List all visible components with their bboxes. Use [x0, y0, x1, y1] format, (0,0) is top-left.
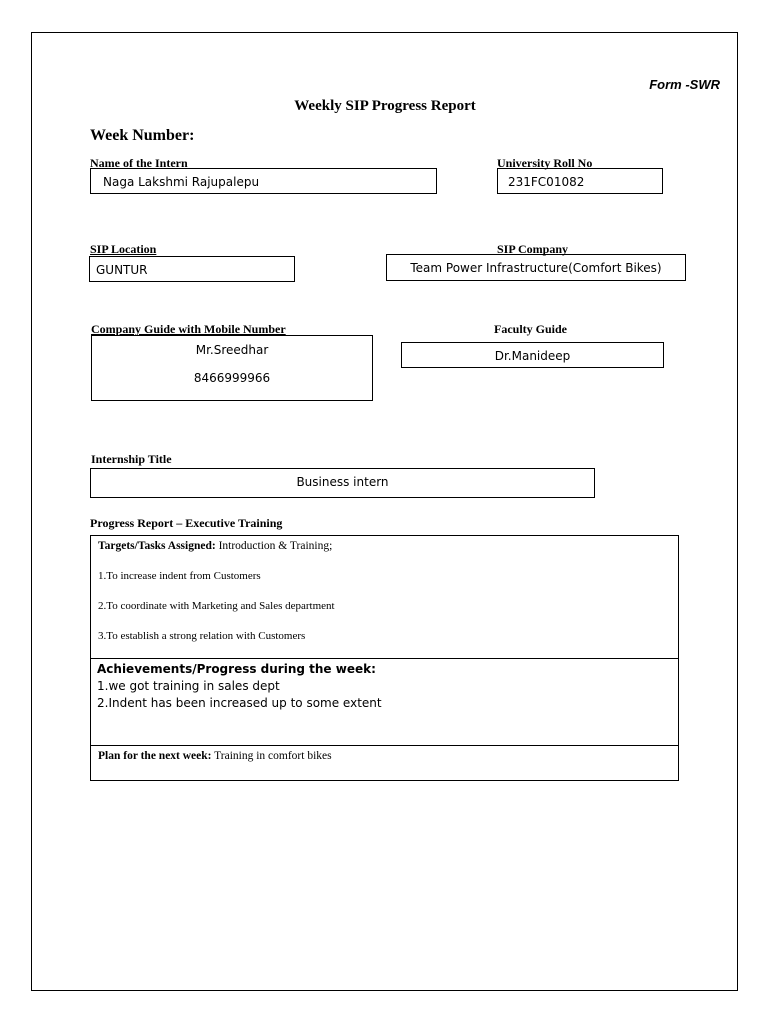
faculty-guide-label: Faculty Guide — [494, 322, 568, 336]
faculty-guide-field — [401, 342, 664, 368]
sip-company-label: SIP Company — [497, 242, 569, 256]
internship-title-label: Internship Title — [91, 452, 172, 466]
roll-no-field — [497, 168, 663, 194]
targets-intro: Introduction & Training; — [215, 540, 333, 552]
targets-section — [91, 536, 678, 659]
target-item: 1.To increase indent from Customers — [98, 570, 261, 582]
achievement-item: 1.we got training in sales dept — [97, 679, 280, 693]
roll-no-label: University Roll No — [497, 156, 593, 170]
achievement-item: 2.Indent has been increased up to some extent — [97, 696, 382, 710]
plan-section — [91, 746, 678, 782]
achievements-text — [97, 661, 382, 712]
week-number-label: Week Number: — [90, 127, 195, 144]
faculty-guide-value: Dr.Manideep — [494, 349, 571, 363]
sip-location-label: SIP Location — [90, 242, 157, 256]
internship-title-value: Business intern — [296, 475, 389, 489]
roll-no-value: 231FC01082 — [508, 175, 585, 189]
sip-company-field — [386, 254, 686, 281]
plan-value: Training in comfort bikes — [211, 750, 332, 762]
plan-line — [98, 750, 332, 762]
report-title: Weekly SIP Progress Report — [294, 98, 476, 114]
targets-heading — [98, 540, 332, 552]
targets-label: Targets/Tasks Assigned: — [98, 540, 216, 552]
target-item: 2.To coordinate with Marketing and Sales department — [98, 600, 335, 612]
company-guide-mobile: 8466999966 — [193, 371, 271, 385]
progress-section-label: Progress Report – Executive Training — [90, 516, 283, 530]
sip-location-value: GUNTUR — [96, 263, 148, 277]
intern-name-field — [90, 168, 437, 194]
sip-location-field — [89, 256, 295, 282]
company-guide-label: Company Guide with Mobile Number — [91, 322, 286, 336]
intern-name-value: Naga Lakshmi Rajupalepu — [103, 175, 260, 189]
company-guide-name: Mr.Sreedhar — [195, 343, 269, 357]
company-guide-field — [91, 335, 373, 401]
achievements-label: Achievements/Progress during the week: — [97, 662, 376, 676]
internship-title-field — [90, 468, 595, 498]
intern-name-label: Name of the Intern — [90, 156, 188, 170]
achievements-section — [91, 659, 678, 746]
form-code: Form -SWR — [649, 77, 720, 92]
progress-table — [90, 535, 679, 781]
sip-company-value: Team Power Infrastructure(Comfort Bikes) — [410, 261, 662, 275]
target-item: 3.To establish a strong relation with Customers — [98, 630, 306, 642]
plan-label: Plan for the next week: — [98, 750, 212, 762]
